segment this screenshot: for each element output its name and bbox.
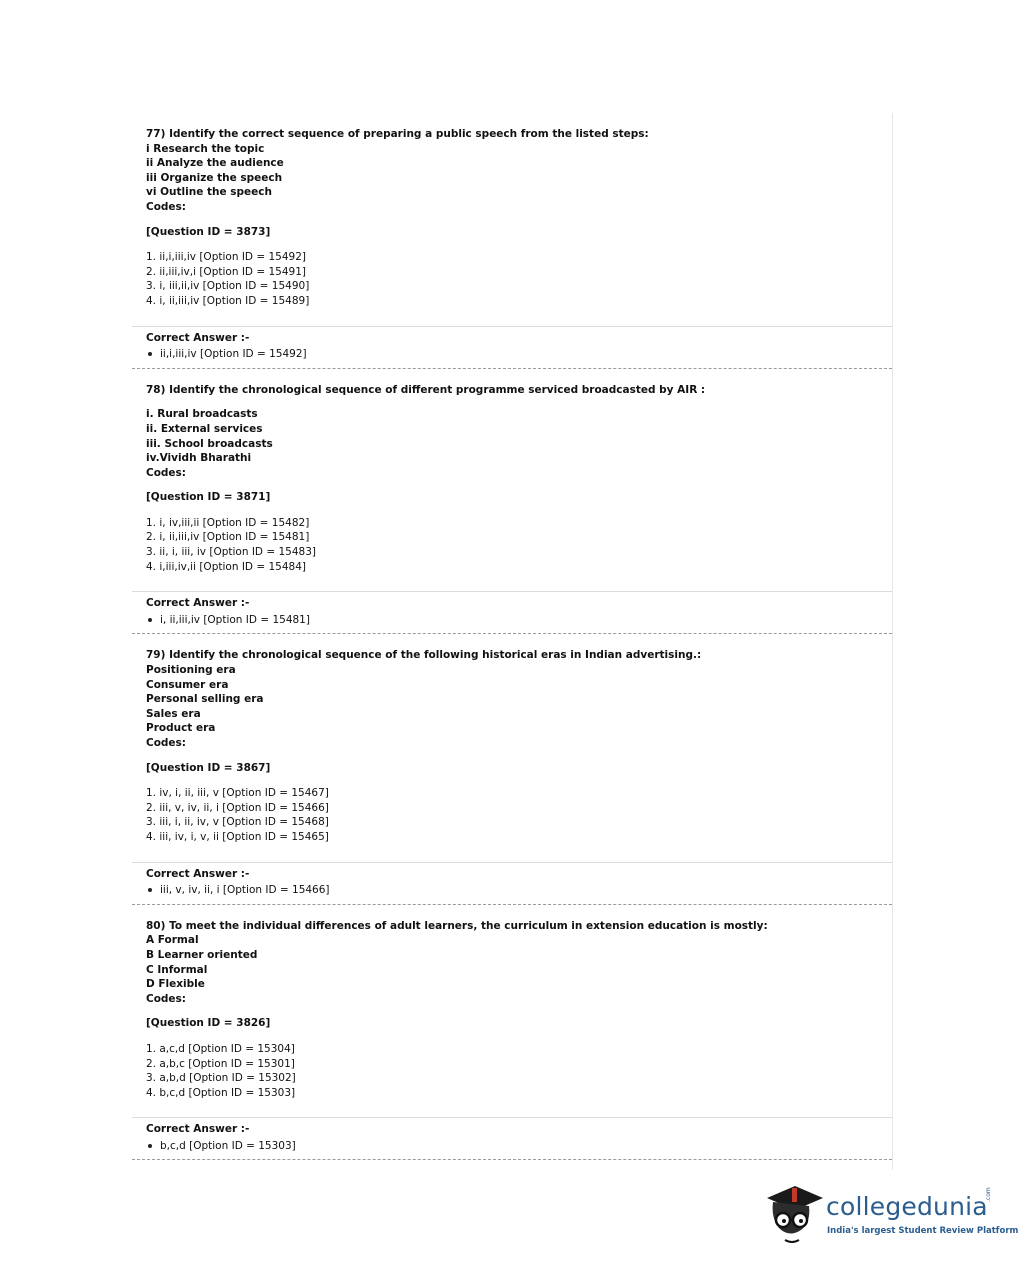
question-line: Codes: xyxy=(146,200,187,213)
correct-answer-label: Correct Answer :- xyxy=(146,1123,250,1136)
question-79 xyxy=(132,634,892,904)
correct-answer xyxy=(146,1139,892,1154)
bullet-icon xyxy=(148,1144,152,1148)
correct-answer-text: i, ii,iii,iv [Option ID = 15481] xyxy=(160,613,310,626)
question-line: i Research the topic xyxy=(146,142,265,155)
question-line: vi Outline the speech xyxy=(146,186,272,199)
question-id: [Question ID = 3867] xyxy=(146,761,271,774)
question-77 xyxy=(132,113,892,369)
correct-answer-text: b,c,d [Option ID = 15303] xyxy=(160,1139,296,1152)
option-3: 3. i, iii,ii,iv [Option ID = 15490] xyxy=(146,280,310,293)
question-line: ii Analyze the audience xyxy=(146,157,284,170)
option-1: 1. iv, i, ii, iii, v [Option ID = 15467] xyxy=(146,787,329,800)
correct-answer-label: Correct Answer :- xyxy=(146,331,250,344)
option-4: 4. i, ii,iii,iv [Option ID = 15489] xyxy=(146,294,310,307)
option-2: 2. ii,iii,iv,i [Option ID = 15491] xyxy=(146,265,306,278)
option-3: 3. iii, i, ii, iv, v [Option ID = 15468] xyxy=(146,816,329,829)
question-title: 80) To meet the individual differences of adult learners, the curriculum in extension education is mostly: xyxy=(146,919,768,932)
option-3: 3. ii, i, iii, iv [Option ID = 15483] xyxy=(146,546,316,559)
brand-tagline: India's largest Student Review Platform xyxy=(827,1226,1019,1236)
question-line: i. Rural broadcasts xyxy=(146,408,258,421)
question-sheet xyxy=(132,113,893,1170)
question-divider xyxy=(132,1159,892,1160)
question-title: 78) Identify the chronological sequence of different programme serviced broadcasted by AIR : xyxy=(146,383,706,396)
correct-answer-label: Correct Answer :- xyxy=(146,867,250,880)
option-4: 4. i,iii,iv,ii [Option ID = 15484] xyxy=(146,560,306,573)
question-id: [Question ID = 3826] xyxy=(146,1017,271,1030)
option-2: 2. i, ii,iii,iv [Option ID = 15481] xyxy=(146,531,310,544)
question-line: Codes: xyxy=(146,466,187,479)
question-line: iv.Vividh Bharathi xyxy=(146,452,252,465)
question-line: ii. External services xyxy=(146,422,263,435)
question-title: 77) Identify the correct sequence of preparing a public speech from the listed steps: xyxy=(146,128,649,140)
question-line: B Learner oriented xyxy=(146,948,258,961)
question-line: iii Organize the speech xyxy=(146,171,283,184)
question-id: [Question ID = 3873] xyxy=(146,225,271,238)
option-1: 1. ii,i,iii,iv [Option ID = 15492] xyxy=(146,251,306,264)
question-line: iii. School broadcasts xyxy=(146,437,273,450)
question-line: Codes: xyxy=(146,737,187,749)
option-3: 3. a,b,d [Option ID = 15302] xyxy=(146,1072,296,1085)
correct-answer-label: Correct Answer :- xyxy=(146,597,250,610)
bullet-icon xyxy=(148,618,152,622)
correct-answer xyxy=(146,347,892,362)
option-2: 2. a,b,c [Option ID = 15301] xyxy=(146,1057,295,1070)
correct-answer-text: iii, v, iv, ii, i [Option ID = 15466] xyxy=(160,884,330,897)
option-1: 1. a,c,d [Option ID = 15304] xyxy=(146,1042,295,1055)
question-line: Consumer era xyxy=(146,678,229,691)
question-id: [Question ID = 3871] xyxy=(146,491,271,504)
question-line: Product era xyxy=(146,722,216,735)
question-78 xyxy=(132,369,892,635)
correct-answer xyxy=(146,613,892,628)
correct-answer-text: ii,i,iii,iv [Option ID = 15492] xyxy=(160,348,307,361)
question-line: Personal selling era xyxy=(146,693,264,706)
option-4: 4. iii, iv, i, v, ii [Option ID = 15465] xyxy=(146,830,329,843)
question-line: A Formal xyxy=(146,934,199,947)
correct-answer xyxy=(146,883,892,898)
brand-name: collegedunia xyxy=(826,1192,988,1221)
question-line: Positioning era xyxy=(146,664,236,677)
question-80 xyxy=(132,905,892,1161)
bullet-icon xyxy=(148,352,152,356)
question-line: D Flexible xyxy=(146,978,205,991)
option-4: 4. b,c,d [Option ID = 15303] xyxy=(146,1086,296,1099)
question-line: Sales era xyxy=(146,707,201,720)
option-2: 2. iii, v, iv, ii, i [Option ID = 15466] xyxy=(146,801,329,814)
question-line: C Informal xyxy=(146,963,208,976)
student-mascot-icon xyxy=(765,1178,823,1248)
question-line: Codes: xyxy=(146,992,187,1005)
bullet-icon xyxy=(148,888,152,892)
brand-suffix: .com xyxy=(985,1187,992,1202)
option-1: 1. i, iv,iii,ii [Option ID = 15482] xyxy=(146,516,310,529)
collegedunia-watermark xyxy=(765,1178,1019,1248)
question-title: 79) Identify the chronological sequence of the following historical eras in Indian advertising.: xyxy=(146,649,702,662)
